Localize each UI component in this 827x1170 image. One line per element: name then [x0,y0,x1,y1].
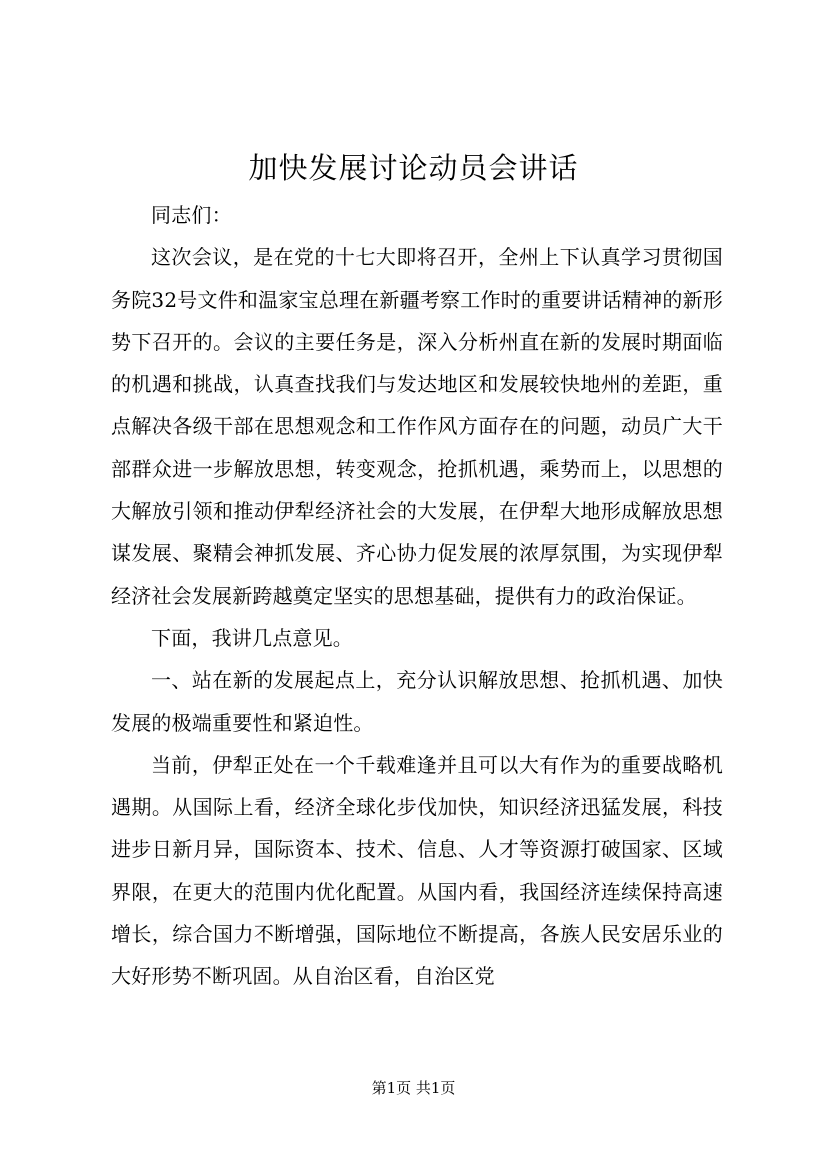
document-body [111,194,723,998]
paragraph-salutation: 同志们： [151,203,232,227]
paragraph-1: 这次会议，是在党的十七大即将召开，全州上下认真学习贯彻国务院32号文件和温家宝总理在新疆考察工作时的重要讲话精神的新形势下召开的。会议的主要任务是，深入分析州直在新的发展时期面临的机遇和挑战，认真查找我们与发达地区和发展较快地州的差距，重点解决各级干部在思想观念和工作作风方面存在的问题，动员广大干部群众进一步解放思想，转变观念，抢抓机遇，乘势而上，以思想的大解放引领和推动伊犁经济社会的大发展，在伊犁大地形成解放思想谋发展、聚精会神抓发展、齐心协力促发展的浓厚氛围，为实现伊犁经济社会发展新跨越奠定坚实的思想基础，提供有力的政治保证。 [111,245,723,608]
paragraph-4: 当前，伊犁正处在一个千载难逢并且可以大有作为的重要战略机遇期。从国际上看，经济全球化步伐加快，知识经济迅猛发展，科技进步日新月异，国际资本、技术、信息、人才等资源打破国家、区域界限，在更大的范围内优化配置。从国内看，我国经济连续保持高速增长，综合国力不断增强，国际地位不断提高，各族人民安居乐业的大好形势不断巩固。从自治区看，自治区党 [111,752,723,989]
paragraph-3: 一、站在新的发展起点上，充分认识解放思想、抢抓机遇、加快发展的极端重要性和紧迫性。 [111,668,723,735]
paragraph-2: 下面，我讲几点意见。 [151,625,353,650]
document-title: 加快发展讨论动员会讲话 [248,151,579,185]
page-footer: 第1页 共1页 [371,1079,456,1097]
